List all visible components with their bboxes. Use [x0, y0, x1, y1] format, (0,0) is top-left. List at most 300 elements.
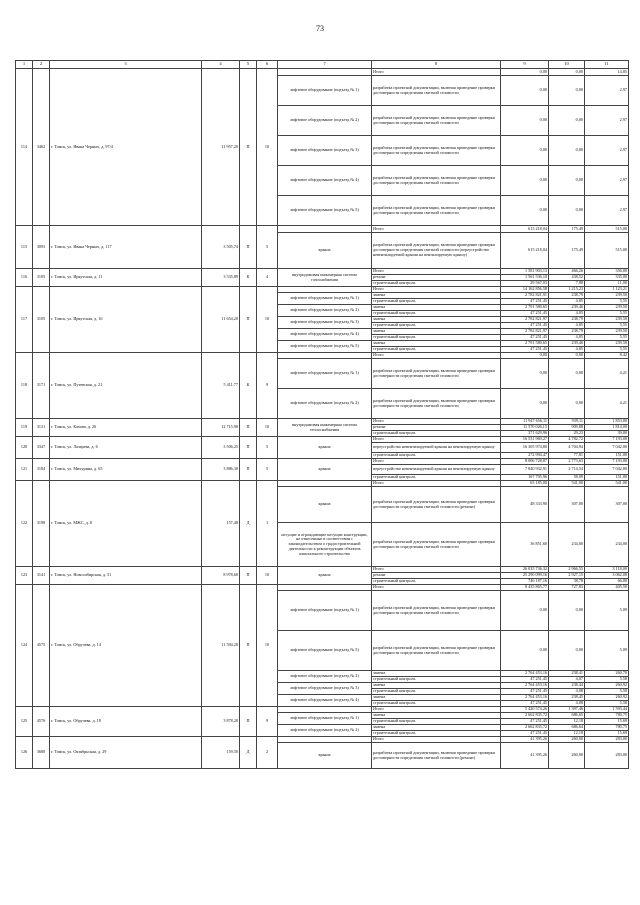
- total-label: Итого: [372, 585, 501, 591]
- limit-cost-value: 3 062,00: [585, 573, 629, 579]
- unit-cost-value: 0,00: [549, 591, 585, 631]
- limit-cost-value: 8,42: [585, 353, 629, 359]
- column-number: 1: [16, 61, 33, 69]
- row-number: 124: [16, 585, 33, 707]
- limit-cost-value: 5,55: [585, 299, 629, 305]
- element-name: лифтовое оборудование (подъезд № 5): [278, 196, 372, 226]
- house-type: П: [240, 226, 257, 269]
- table-row: [16, 459, 629, 465]
- work-type: строительный контроль: [372, 689, 501, 695]
- limit-cost-value: 5,58: [585, 701, 629, 707]
- work-type: замена: [372, 329, 501, 335]
- cost-value: 2 764 453,16: [501, 671, 549, 677]
- total-label: Итого: [372, 459, 501, 465]
- limit-cost-value: 3 118,00: [585, 567, 629, 573]
- element-name: крыша: [278, 233, 372, 269]
- table-row: [16, 419, 629, 425]
- house-type: П: [240, 419, 257, 437]
- column-number: 6: [257, 61, 278, 69]
- house-code: 4575: [33, 585, 50, 707]
- unit-cost-value: 238,79: [549, 317, 585, 323]
- work-type: строительный контроль: [372, 719, 501, 725]
- element-name: лифтовое оборудование (подъезд № 1): [278, 76, 372, 106]
- work-type: строительный контроль: [372, 475, 501, 481]
- cost-value: 41 395,26: [501, 743, 549, 769]
- unit-cost-value: 909,88: [549, 425, 585, 431]
- unit-cost-value: 4,07: [549, 677, 585, 683]
- work-type: замена: [372, 293, 501, 299]
- unit-cost-value: 727,83: [549, 585, 585, 591]
- cost-value: 1 561 536,10: [501, 275, 549, 281]
- work-type: разработка проектной документации, включая проведение проверки достоверности определения сметной стоимости: [372, 166, 501, 196]
- total-label: Итого: [372, 567, 501, 573]
- element-name: лифтовое оборудование (подъезд № 1): [278, 591, 372, 631]
- work-type: замена: [372, 695, 501, 701]
- cost-value: 47 251,45: [501, 731, 549, 737]
- unit-cost-value: 0,00: [549, 136, 585, 166]
- house-floors: 10: [257, 567, 278, 585]
- cost-value: 16 305 974,80: [501, 443, 549, 453]
- limit-cost-value: 5,58: [585, 677, 629, 683]
- unit-cost-value: 12,18: [549, 719, 585, 725]
- house-code: 3105: [33, 269, 50, 287]
- element-name: крыша: [278, 437, 372, 459]
- limit-cost-value: 66,00: [585, 579, 629, 585]
- unit-cost-value: 234,00: [549, 523, 585, 567]
- element-name: лифтовое оборудование (подъезд № 2): [278, 305, 372, 317]
- row-number: 120: [16, 437, 33, 459]
- unit-cost-value: 2 773,63: [549, 459, 585, 465]
- house-address: г. Томск, ул. Октябрьская, д. 29: [50, 737, 202, 769]
- unit-cost-value: 175,49: [549, 226, 585, 233]
- limit-cost-value: 1 853,00: [585, 419, 629, 425]
- house-area: 3 535,89: [202, 269, 240, 287]
- house-area: 3 505,74: [202, 226, 240, 269]
- house-code: 3105: [33, 287, 50, 353]
- work-type: строительный контроль: [372, 335, 501, 341]
- cost-value: 371 629,96: [501, 431, 549, 437]
- work-type: разработка проектной документации, включая проведение проверки достоверности определения сметной стоимости (ремонт): [372, 743, 501, 769]
- limit-cost-value: 239,50: [585, 317, 629, 323]
- row-number: 118: [16, 353, 33, 419]
- table-row: [16, 69, 629, 76]
- total-label: Итого: [372, 481, 501, 487]
- table-row: [16, 269, 629, 275]
- unit-cost-value: 58,09: [549, 475, 585, 481]
- cost-value: 0,00: [501, 196, 549, 226]
- limit-cost-value: 356,00: [585, 269, 629, 275]
- column-number: 7: [278, 61, 372, 69]
- element-name: крыша: [278, 567, 372, 585]
- element-name: лифтовое оборудование (подъезд № 3): [278, 317, 372, 329]
- cost-value: 25 290 099,16: [501, 573, 549, 579]
- cost-value: 16 531 969,27: [501, 437, 549, 443]
- unit-cost-value: 4,05: [549, 347, 585, 353]
- unit-cost-value: 0,00: [549, 166, 585, 196]
- limit-cost-value: 307,00: [585, 487, 629, 523]
- house-address: г. Томск, ул. Мичурина, д. 65: [50, 459, 202, 481]
- house-type: П: [240, 69, 257, 226]
- unit-cost-value: 175,49: [549, 233, 585, 269]
- work-type: разработка проектной документации, включая проведение проверки достоверности определения сметной стоимости: [372, 359, 501, 389]
- house-code: 3680: [33, 737, 50, 769]
- limit-cost-value: 239,50: [585, 329, 629, 335]
- unit-cost-value: 0,00: [549, 106, 585, 136]
- limit-cost-value: 5,09: [585, 631, 629, 671]
- cost-value: 1 581 903,13: [501, 269, 549, 275]
- unit-cost-value: 239,46: [549, 341, 585, 347]
- cost-value: 11 570 026,15: [501, 425, 549, 431]
- limit-cost-value: 260,92: [585, 695, 629, 701]
- work-type: разработка проектной документации, включая проведение проверки достоверности определения сметной стоимости: [372, 106, 501, 136]
- column-number: 11: [585, 61, 629, 69]
- unit-cost-value: 29,23: [549, 431, 585, 437]
- cost-value: 746 187,16: [501, 579, 549, 585]
- unit-cost-value: 686,64: [549, 725, 585, 731]
- row-number: 122: [16, 481, 33, 567]
- house-floors: 1: [257, 481, 278, 567]
- element-name: лифтовое оборудование (подъезд № 3): [278, 136, 372, 166]
- cost-value: 47 251,45: [501, 701, 549, 707]
- work-type: переустройство невентилируемой крыши на вентилируемую крышу: [372, 443, 501, 453]
- cost-value: 0,00: [501, 76, 549, 106]
- unit-cost-value: 239,46: [549, 305, 585, 311]
- house-type: К: [240, 353, 257, 419]
- cost-value: 8 006 728,87: [501, 459, 549, 465]
- work-type: строительный контроль: [372, 299, 501, 305]
- element-name: крыша: [278, 487, 372, 523]
- unit-cost-value: 4,08: [549, 701, 585, 707]
- cost-value: 65 185,00: [501, 481, 549, 487]
- house-address: г. Томск, ул. Обручева, д. 14: [50, 585, 202, 707]
- house-address: г. Томск, ул. МЖС, д. 8: [50, 481, 202, 567]
- house-floors: 9: [257, 353, 278, 419]
- work-type: замена: [372, 713, 501, 719]
- cost-value: 0,00: [501, 136, 549, 166]
- cost-value: 26 035 736,32: [501, 567, 549, 573]
- row-number: 114: [16, 69, 33, 226]
- work-type: строительный контроль: [372, 677, 501, 683]
- page-number: 73: [316, 24, 324, 33]
- cost-value: 47 251,45: [501, 311, 549, 317]
- limit-cost-value: 7 193,00: [585, 459, 629, 465]
- column-number: 8: [372, 61, 501, 69]
- cost-value: 47 251,45: [501, 719, 549, 725]
- limit-cost-value: 283,00: [585, 737, 629, 743]
- table-row: [16, 226, 629, 233]
- cost-value: 615 218,04: [501, 226, 549, 233]
- unit-cost-value: 77,81: [549, 453, 585, 459]
- work-type: замена: [372, 305, 501, 311]
- work-type: разработка проектной документации, включая проведение проверки достоверности определения сметной стоимости: [372, 389, 501, 419]
- cost-value: 7 840 932,91: [501, 465, 549, 475]
- cost-value: 47 251,45: [501, 677, 549, 683]
- house-area: 12 715,90: [202, 419, 240, 437]
- unit-cost-value: 2 927,15: [549, 573, 585, 579]
- house-code: 3198: [33, 481, 50, 567]
- house-type: К: [240, 269, 257, 287]
- column-number: 4: [202, 61, 240, 69]
- unit-cost-value: 238,45: [549, 695, 585, 701]
- house-area: 157,40: [202, 481, 240, 567]
- limit-cost-value: 1 814,00: [585, 425, 629, 431]
- house-code: 3141: [33, 567, 50, 585]
- table-row: [16, 567, 629, 573]
- house-area: 5 411,77: [202, 353, 240, 419]
- unit-cost-value: 4,05: [549, 335, 585, 341]
- unit-cost-value: 0,00: [549, 389, 585, 419]
- total-label: Итого: [372, 287, 501, 293]
- unit-cost-value: 260,00: [549, 737, 585, 743]
- row-number: 119: [16, 419, 33, 437]
- unit-cost-value: 307,00: [549, 487, 585, 523]
- limit-cost-value: 5,09: [585, 591, 629, 631]
- total-label: Итого: [372, 707, 501, 713]
- limit-cost-value: 2,97: [585, 76, 629, 106]
- unit-cost-value: 1 397,46: [549, 707, 585, 713]
- unit-cost-value: 238,79: [549, 293, 585, 299]
- house-floors: 10: [257, 69, 278, 226]
- element-name: лифтовое оборудование (подъезд № 1): [278, 359, 372, 389]
- house-floors: 10: [257, 585, 278, 707]
- house-address: г. Томск, ул. Ивана Черных, д. 117: [50, 226, 202, 269]
- limit-cost-value: 5,55: [585, 335, 629, 341]
- house-address: г. Томск, ул. Ивана Черных, д. 97/4: [50, 69, 202, 226]
- house-floors: 9: [257, 707, 278, 737]
- work-type: разработка проектной документации, включая проведение проверки достоверности определения сметной стоимости (переустройство невентилируемой крыши на вентилируемую крышу): [372, 233, 501, 269]
- unit-cost-value: 238,44: [549, 683, 585, 689]
- unit-cost-value: 2 966,55: [549, 567, 585, 573]
- unit-cost-value: 260,00: [549, 743, 585, 769]
- house-address: г. Томск, ул. Иркутская, д. 16: [50, 287, 202, 353]
- unit-cost-value: 12,18: [549, 731, 585, 737]
- cost-value: 11 947 656,11: [501, 419, 549, 425]
- unit-cost-value: 238,79: [549, 329, 585, 335]
- column-number: 2: [33, 61, 50, 69]
- work-type: строительный контроль: [372, 347, 501, 353]
- element-name: лифтовое оборудование (подъезд № 5): [278, 631, 372, 671]
- house-area: 159,50: [202, 737, 240, 769]
- cost-value: 47 251,45: [501, 689, 549, 695]
- unit-cost-value: 7,88: [549, 281, 585, 287]
- element-name: крыша: [278, 743, 372, 769]
- house-area: 8 978,60: [202, 567, 240, 585]
- house-code: 3093: [33, 226, 50, 269]
- house-type: П: [240, 287, 257, 353]
- house-floors: 5: [257, 459, 278, 481]
- work-type: замена: [372, 317, 501, 323]
- cost-value: 47 251,45: [501, 299, 549, 305]
- unit-cost-value: 4,05: [549, 299, 585, 305]
- house-area: 11 654,20: [202, 287, 240, 353]
- limit-cost-value: 239,50: [585, 305, 629, 311]
- cost-value: 8 435 865,77: [501, 585, 549, 591]
- limit-cost-value: 5,58: [585, 689, 629, 695]
- limit-cost-value: 5,55: [585, 323, 629, 329]
- house-type: П: [240, 459, 257, 481]
- cost-value: 0,00: [501, 69, 549, 76]
- row-number: 125: [16, 707, 33, 737]
- cost-value: 2 662 835,72: [501, 725, 549, 731]
- house-type: П: [240, 437, 257, 459]
- cost-value: 0,00: [501, 389, 549, 419]
- house-floors: 5: [257, 226, 278, 269]
- limit-cost-value: 780,75: [585, 725, 629, 731]
- cost-value: 272 994,47: [501, 453, 549, 459]
- element-name: лифтовое оборудование (подъезд № 2): [278, 671, 372, 683]
- element-name: лифтовое оборудование (подъезд № 4): [278, 695, 372, 707]
- cost-value: 47 251,45: [501, 347, 549, 353]
- house-type: П: [240, 567, 257, 585]
- limit-cost-value: 2,97: [585, 196, 629, 226]
- house-address: г. Томск, ул. Новосибирская, д. 51: [50, 567, 202, 585]
- work-type: ремонт: [372, 425, 501, 431]
- limit-cost-value: 7 042,00: [585, 465, 629, 475]
- house-address: г. Томск, ул. Путевская, д. 21: [50, 353, 202, 419]
- unit-cost-value: 0,00: [549, 69, 585, 76]
- unit-cost-value: 0,00: [549, 359, 585, 389]
- work-type: разработка проектной документации, включая проведение проверки достоверности определения сметной стоимости: [372, 523, 501, 567]
- house-area: 11 594,20: [202, 585, 240, 707]
- total-label: Итого: [372, 737, 501, 743]
- total-label: Итого: [372, 353, 501, 359]
- limit-cost-value: 780,75: [585, 713, 629, 719]
- limit-cost-value: 4,21: [585, 389, 629, 419]
- house-floors: 10: [257, 419, 278, 437]
- element-name: лифтовое оборудование (подъезд № 4): [278, 329, 372, 341]
- unit-cost-value: 4,08: [549, 689, 585, 695]
- limit-cost-value: 335,00: [585, 275, 629, 281]
- table-row: [16, 437, 629, 443]
- limit-cost-value: 15,69: [585, 731, 629, 737]
- unit-cost-value: 1 215,23: [549, 287, 585, 293]
- unit-cost-value: 0,00: [549, 631, 585, 671]
- house-code: 3171: [33, 353, 50, 419]
- cost-value: 14 162 856,58: [501, 287, 549, 293]
- total-label: Итого: [372, 419, 501, 425]
- total-label: Итого: [372, 226, 501, 233]
- limit-cost-value: 2,97: [585, 136, 629, 166]
- column-number: 10: [549, 61, 585, 69]
- work-type: замена: [372, 683, 501, 689]
- cost-value: 0,00: [501, 166, 549, 196]
- unit-cost-value: 438,52: [549, 275, 585, 281]
- unit-cost-value: 939,11: [549, 419, 585, 425]
- cost-value: 48 333,90: [501, 487, 549, 523]
- work-type: замена: [372, 671, 501, 677]
- house-code: 4576: [33, 707, 50, 737]
- cost-value: 5 420 574,26: [501, 707, 549, 713]
- unit-cost-value: 466,26: [549, 269, 585, 275]
- cost-value: 0,00: [501, 353, 549, 359]
- limit-cost-value: 2,97: [585, 166, 629, 196]
- column-number-row: [16, 61, 629, 69]
- work-type: замена: [372, 725, 501, 731]
- cost-value: 2 791 580,65: [501, 341, 549, 347]
- element-name: внутридомовая инженерная система теплоснабжения: [278, 419, 372, 437]
- element-name: лифтовое оборудование (подъезд № 2): [278, 389, 372, 419]
- cost-value: 29 567,03: [501, 281, 549, 287]
- limit-cost-value: 14,85: [585, 69, 629, 76]
- house-floors: 2: [257, 737, 278, 769]
- cost-value: 0,00: [501, 631, 549, 671]
- limit-cost-value: 7 042,00: [585, 443, 629, 453]
- house-address: г. Томск, ул. Иркутская, д. 11: [50, 269, 202, 287]
- element-name: лифтовое оборудование (подъезд № 2): [278, 725, 372, 737]
- cost-value: 0,00: [501, 591, 549, 631]
- cost-value: 2 791 580,65: [501, 305, 549, 311]
- limit-cost-value: 515,00: [585, 226, 629, 233]
- house-area: 3 886,30: [202, 459, 240, 481]
- work-type: строительный контроль: [372, 281, 501, 287]
- element-name: лифтовое оборудование (подъезд № 5): [278, 341, 372, 353]
- unit-cost-value: 4 704,94: [549, 443, 585, 453]
- house-code: 3462: [33, 69, 50, 226]
- work-type: разработка проектной документации, включая проведение проверки достоверности определения сметной стоимости: [372, 76, 501, 106]
- house-floors: 5: [257, 437, 278, 459]
- cost-value: 41 395,26: [501, 737, 549, 743]
- total-label: Итого: [372, 437, 501, 443]
- limit-cost-value: 260,92: [585, 683, 629, 689]
- limit-cost-value: 4,21: [585, 359, 629, 389]
- limit-cost-value: 39,00: [585, 431, 629, 437]
- house-address: г. Томск, ул. Обручева, д. 18: [50, 707, 202, 737]
- cost-value: 2 764 453,16: [501, 695, 549, 701]
- limit-cost-value: 283,00: [585, 743, 629, 769]
- cost-value: 615 218,04: [501, 233, 549, 269]
- limit-cost-value: 541,00: [585, 481, 629, 487]
- work-type: строительный контроль: [372, 731, 501, 737]
- house-floors: 4: [257, 269, 278, 287]
- cost-value: 47 251,45: [501, 335, 549, 341]
- house-area: 3 878,20: [202, 707, 240, 737]
- limit-cost-value: 151,00: [585, 453, 629, 459]
- cost-value: 0,00: [501, 359, 549, 389]
- unit-cost-value: 0,00: [549, 353, 585, 359]
- element-name: лифтовое оборудование (подъезд № 2): [278, 106, 372, 136]
- limit-cost-value: 239,50: [585, 293, 629, 299]
- limit-cost-value: 5,55: [585, 347, 629, 353]
- limit-cost-value: 234,00: [585, 523, 629, 567]
- cost-value: 0,00: [501, 106, 549, 136]
- unit-cost-value: 541,00: [549, 481, 585, 487]
- limit-cost-value: 1 593,44: [585, 707, 629, 713]
- work-type: разработка проектной документации, включая проведение проверки достоверности определения сметной стоимости: [372, 136, 501, 166]
- element-name: лифтовое оборудование (подъезд № 1): [278, 293, 372, 305]
- unit-cost-value: 2 714,54: [549, 465, 585, 475]
- limit-cost-value: 5,55: [585, 311, 629, 317]
- work-type: ремонт: [372, 275, 501, 281]
- element-name: внутридомовая инженерная система газоснабжения: [278, 269, 372, 287]
- work-type: строительный контроль: [372, 453, 501, 459]
- limit-cost-value: 7 193,00: [585, 437, 629, 443]
- house-address: г. Томск, ул. Кахова, д. 26: [50, 419, 202, 437]
- house-area: 3 506,25: [202, 437, 240, 459]
- element-name: лифтовое оборудование (подъезд № 4): [278, 166, 372, 196]
- limit-cost-value: 11,00: [585, 281, 629, 287]
- house-type: П: [240, 707, 257, 737]
- house-type: Д: [240, 481, 257, 567]
- limit-cost-value: 260,70: [585, 671, 629, 677]
- work-type: ремонт: [372, 573, 501, 579]
- limit-cost-value: 1 123,21: [585, 287, 629, 293]
- cost-value: 2 782 821,91: [501, 293, 549, 299]
- house-area: 11 957,20: [202, 69, 240, 226]
- work-type: разработка проектной документации, включая проведение проверки достоверности определения сметной стоимости: [372, 591, 501, 631]
- limit-cost-value: 515,00: [585, 233, 629, 269]
- total-label: Итого: [372, 269, 501, 275]
- cost-value: 167 795,96: [501, 475, 549, 481]
